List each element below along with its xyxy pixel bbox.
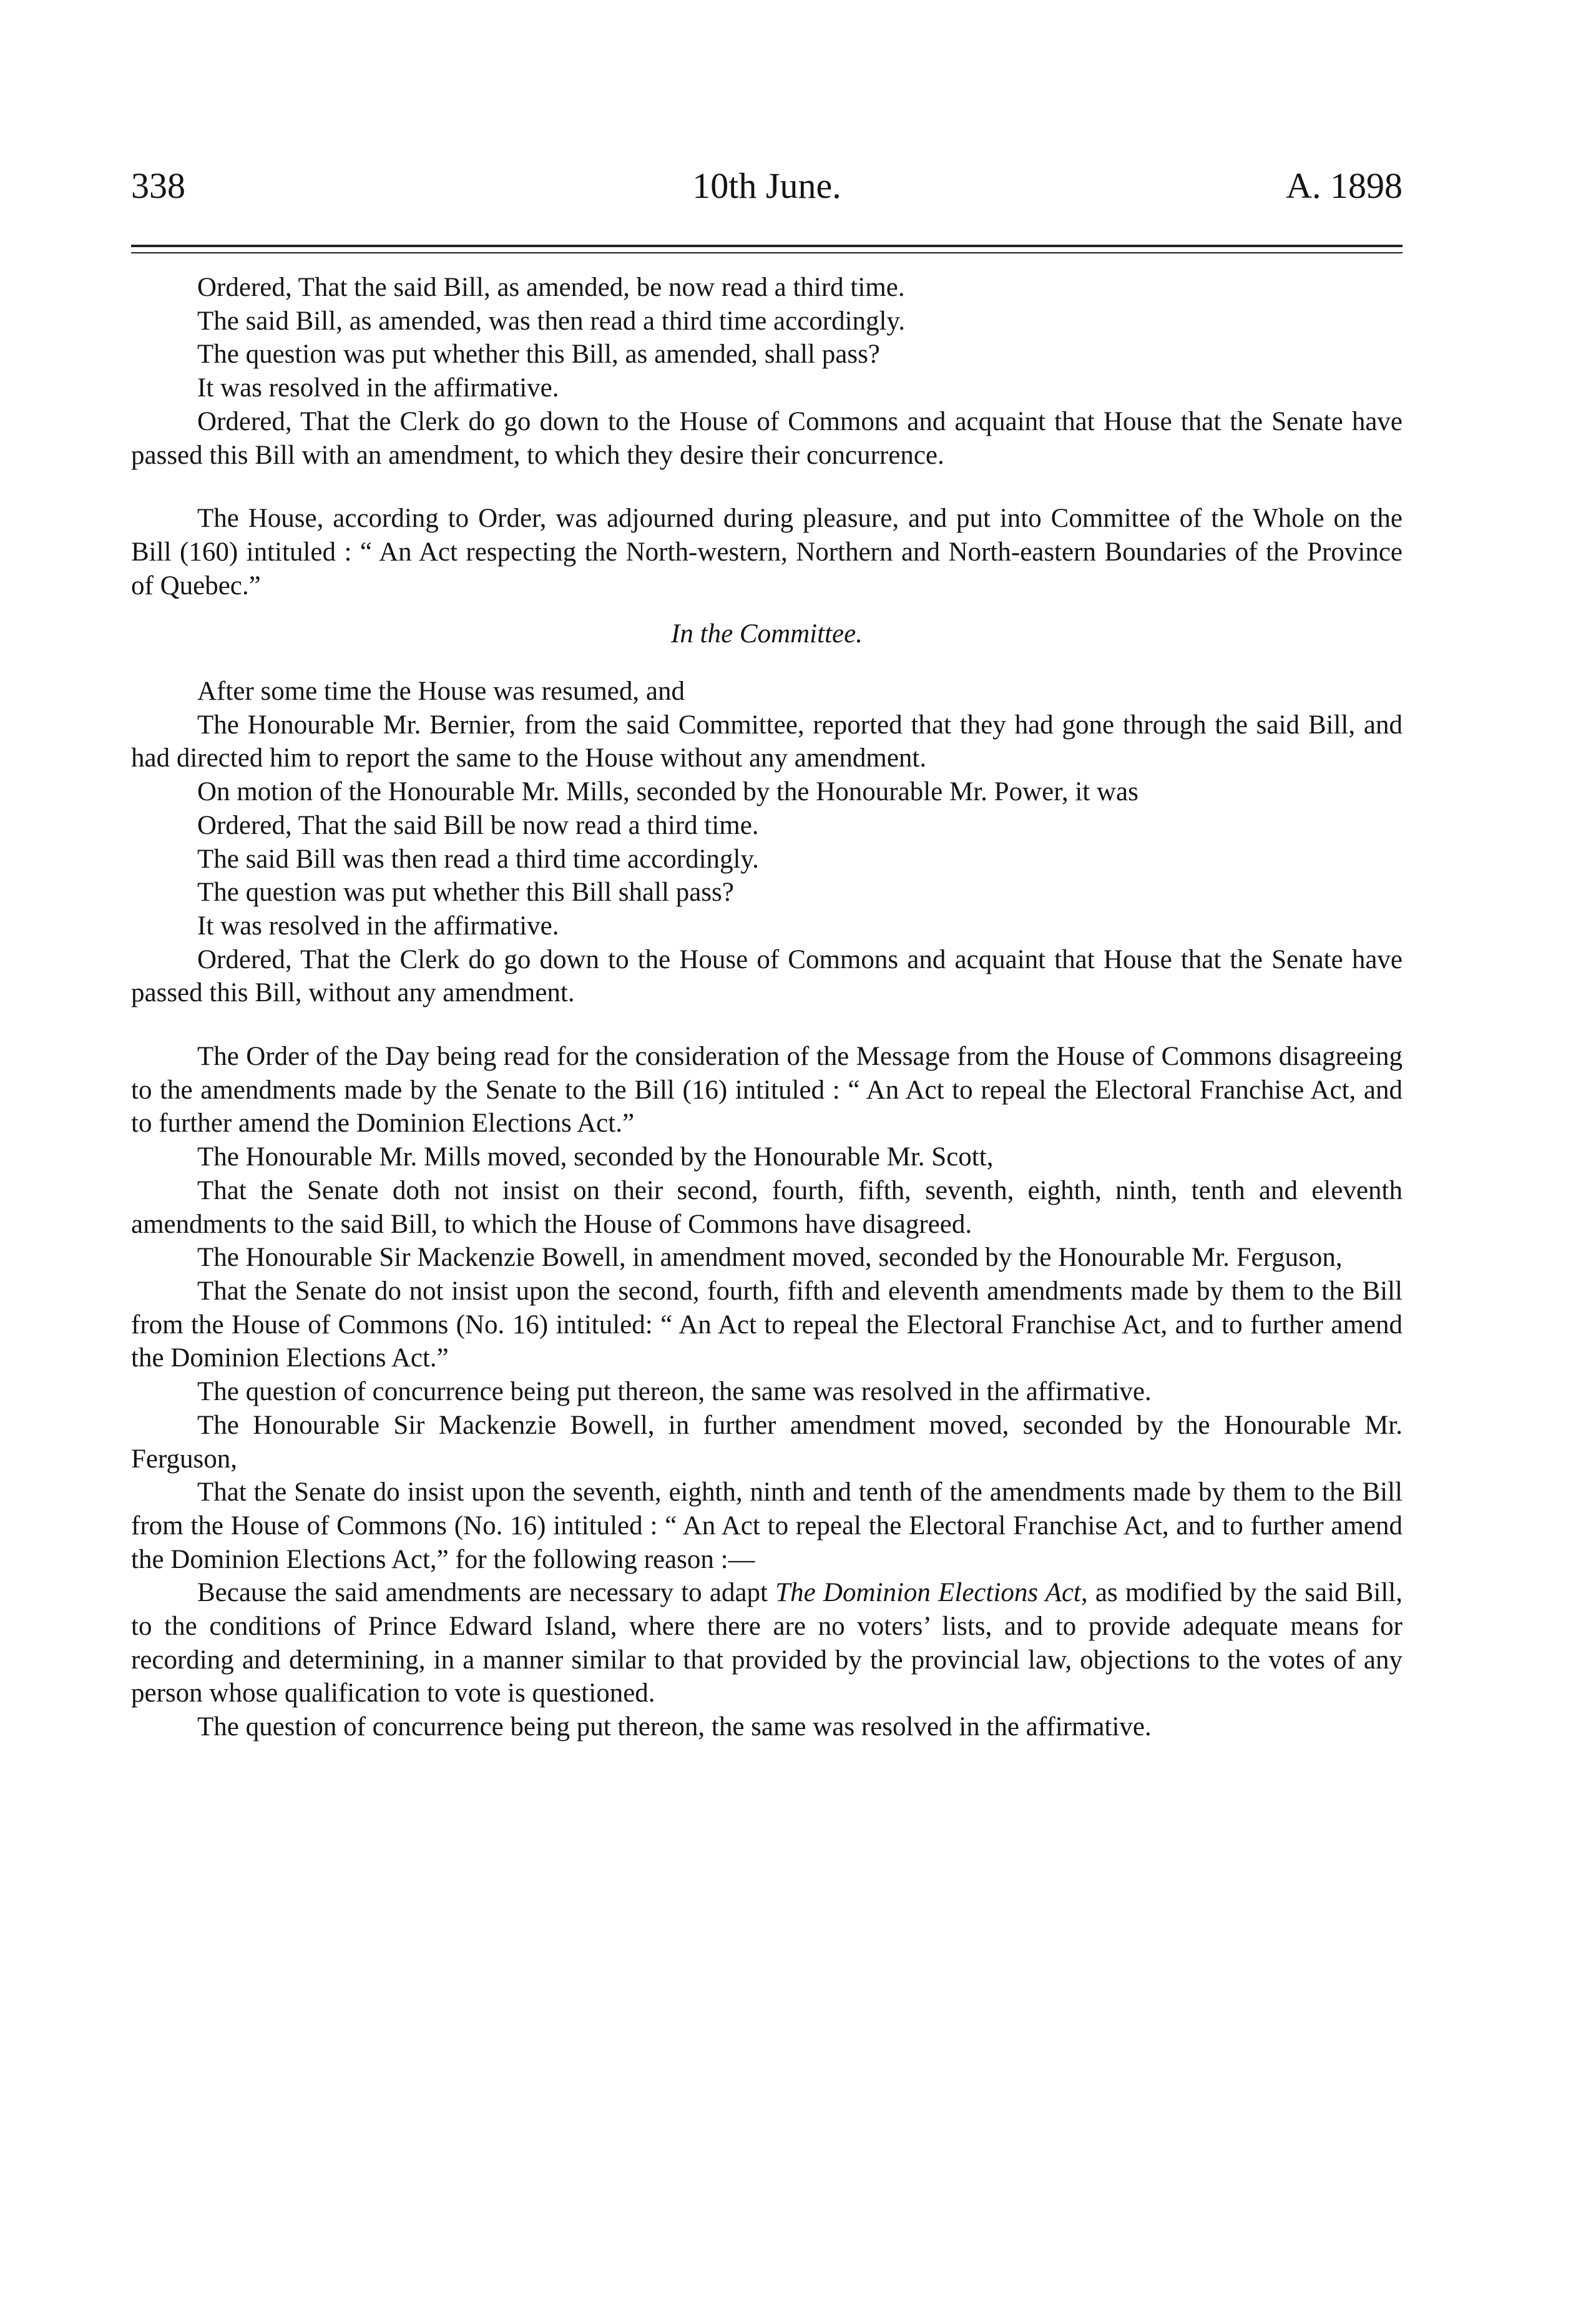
paragraph: That the Senate do insist upon the seventh, eighth, ninth and tenth of the amendments made by them to the Bill from the House of Commons (No. 16) intituled : “ An Act to repeal the Electoral Franchise Act, and to further amend the Dominion Elections Act,” for the following reason :— (131, 1477, 1403, 1574)
paragraph: The Honourable Sir Mackenzie Bowell, in further amendment moved, seconded by the Honourable Mr. Ferguson, (131, 1410, 1403, 1474)
section-gap (131, 1010, 1403, 1040)
paragraph: The said Bill was then read a third time accordingly. (197, 844, 759, 874)
paragraph: The House, according to Order, was adjourned during pleasure, and put into Committee of the Whole on the Bill (160) intituled : “ An Act respecting the North-western, Northern and North-eastern Boundaries of the Province of Quebec.” (131, 504, 1403, 600)
page-body (131, 271, 1403, 1744)
header-rule-thin (131, 252, 1403, 253)
header-year: A. 1898 (1286, 165, 1403, 206)
paragraph: The Honourable Mr. Bernier, from the said Committee, reported that they had gone through the said Bill, and had directed him to report the same to the House without any amendment. (131, 710, 1403, 773)
paragraph: The question was put whether this Bill shall pass? (197, 878, 734, 908)
paragraph: It was resolved in the affirmative. (197, 373, 559, 403)
page-number: 338 (131, 165, 185, 206)
paragraph: The Honourable Mr. Mills moved, seconded by the Honourable Mr. Scott, (197, 1142, 994, 1172)
header-date: 10th June. (692, 165, 841, 206)
paragraph: The Honourable Sir Mackenzie Bowell, in amendment moved, seconded by the Honourable Mr. Ferguson, (197, 1243, 1343, 1273)
paragraph: Ordered, That the Clerk do go down to the House of Commons and acquaint that House that the Senate have passed this Bill, without any amendment. (131, 944, 1403, 1008)
paragraph: The question of concurrence being put thereon, the same was resolved in the affirmative. (197, 1377, 1152, 1407)
committee-heading: In the Committee. (671, 619, 863, 649)
italic-act-title: The Dominion Elections Act, (775, 1578, 1088, 1608)
header-rule-thick (131, 245, 1403, 247)
page-header (131, 164, 1403, 208)
paragraph: That the Senate doth not insist on their second, fourth, fifth, seventh, eighth, ninth, tenth and eleventh amendments to the said Bill, to which the House of Commons have disagreed. (131, 1175, 1403, 1239)
paragraph: Ordered, That the said Bill be now read a third time. (197, 810, 759, 840)
paragraph: The question of concurrence being put thereon, the same was resolved in the affirmative. (197, 1712, 1152, 1742)
paragraph: Ordered, That the Clerk do go down to the House of Commons and acquaint that House that the Senate have passed this Bill with an amendment, to which they desire their concurrence. (131, 406, 1403, 470)
section-gap (131, 472, 1403, 502)
paragraph: That the Senate do not insist upon the second, fourth, fifth and eleventh amendments made by them to the Bill from the House of Commons (No. 16) intituled: “ An Act to repeal the Electoral Franchise Act, and to further amend the Dominion Elections Act.” (131, 1276, 1403, 1373)
paragraph: On motion of the Honourable Mr. Mills, seconded by the Honourable Mr. Power, it was (197, 777, 1138, 807)
text-run: as modified by the said Bill, to the conditions of Prince Edward Island, where there are no voters’ lists, and to provide adequate means for recording and determining, in a manner similar to that provided by the provincial law, objections to the votes of any person whose qualification to vote is questioned. (131, 1578, 1403, 1708)
paragraph (131, 1576, 1403, 1710)
paragraph: The said Bill, as amended, was then read a third time accordingly. (197, 306, 905, 336)
paragraph: It was resolved in the affirmative. (197, 911, 559, 941)
paragraph: The question was put whether this Bill, as amended, shall pass? (197, 340, 880, 370)
paragraph: After some time the House was resumed, and (197, 677, 685, 707)
text-run: Because the said amendments are necessary to adapt (197, 1578, 776, 1608)
paragraph: The Order of the Day being read for the consideration of the Message from the House of Commons disagreeing to the amendments made by the Senate to the Bill (16) intituled : “ An Act to repeal the Electoral Franchise Act, and to further amend the Dominion Elections Act.” (131, 1042, 1403, 1139)
paragraph: Ordered, That the said Bill, as amended, be now read a third time. (197, 273, 905, 302)
